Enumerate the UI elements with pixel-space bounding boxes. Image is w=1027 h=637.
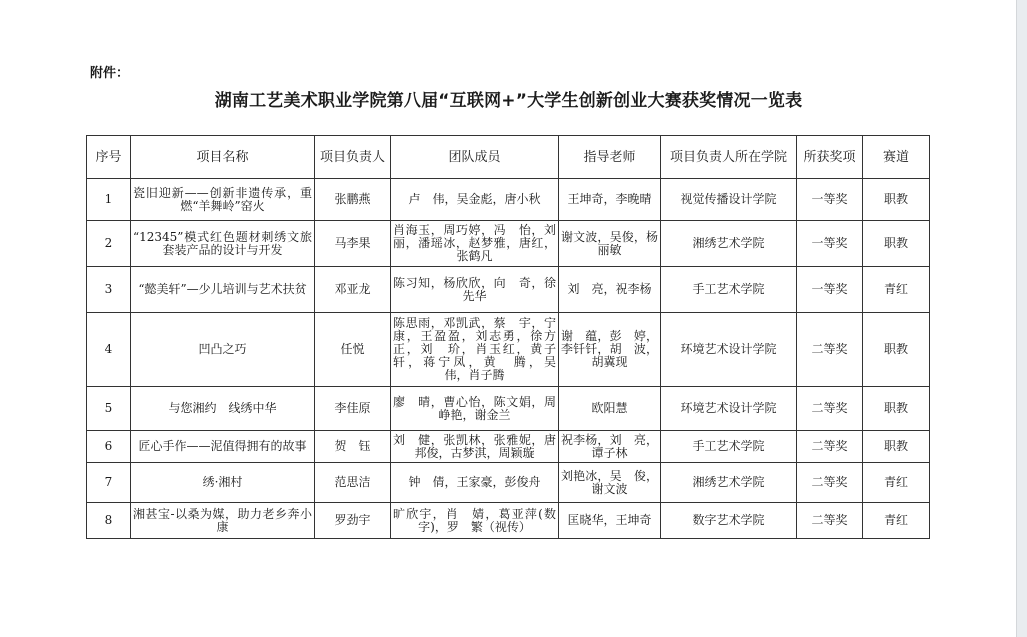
cell-award: 二等奖 bbox=[797, 463, 863, 503]
cell-award: 一等奖 bbox=[797, 221, 863, 267]
cell-award: 一等奖 bbox=[797, 179, 863, 221]
cell-award: 二等奖 bbox=[797, 503, 863, 539]
cell-leader: 贺 钰 bbox=[315, 431, 391, 463]
cell-track: 青红 bbox=[863, 267, 930, 313]
cell-leader: 张鹏燕 bbox=[315, 179, 391, 221]
cell-advisor: 王坤奇，李晚晴 bbox=[559, 179, 661, 221]
cell-leader: 罗劲宇 bbox=[315, 503, 391, 539]
header-award: 所获奖项 bbox=[797, 136, 863, 179]
cell-track: 职教 bbox=[863, 179, 930, 221]
cell-college: 手工艺术学院 bbox=[661, 267, 797, 313]
table-row bbox=[87, 221, 930, 267]
cell-award: 二等奖 bbox=[797, 431, 863, 463]
cell-college: 手工艺术学院 bbox=[661, 431, 797, 463]
table-row bbox=[87, 503, 930, 539]
cell-no: 7 bbox=[87, 463, 131, 503]
header-members: 团队成员 bbox=[391, 136, 559, 179]
cell-leader: 李佳原 bbox=[315, 387, 391, 431]
cell-award: 二等奖 bbox=[797, 387, 863, 431]
cell-project: 瓷旧迎新——创新非遗传承，重燃“羊舞岭”窑火 bbox=[131, 179, 315, 221]
cell-members: 陈习知，杨欣欣，向 奇，徐先华 bbox=[391, 267, 559, 313]
cell-track: 青红 bbox=[863, 463, 930, 503]
window-edge bbox=[1016, 0, 1027, 637]
cell-advisor: 祝李杨，刘 亮，谭子林 bbox=[559, 431, 661, 463]
cell-leader: 马李果 bbox=[315, 221, 391, 267]
cell-college: 视觉传播设计学院 bbox=[661, 179, 797, 221]
cell-advisor: 谢文波，吴俊，杨丽敏 bbox=[559, 221, 661, 267]
table-row bbox=[87, 179, 930, 221]
header-college: 项目负责人所在学院 bbox=[661, 136, 797, 179]
cell-project: 湘甚宝-以桑为媒，助力老乡奔小康 bbox=[131, 503, 315, 539]
table-row bbox=[87, 313, 930, 387]
cell-project: “懿美轩”—少儿培训与艺术扶贫 bbox=[131, 267, 315, 313]
cell-advisor: 刘艳冰，吴 俊，谢文波 bbox=[559, 463, 661, 503]
cell-award: 二等奖 bbox=[797, 313, 863, 387]
annex-label: 附件： bbox=[90, 66, 130, 81]
header-project: 项目名称 bbox=[131, 136, 315, 179]
cell-college: 湘绣艺术学院 bbox=[661, 463, 797, 503]
cell-leader: 邓亚龙 bbox=[315, 267, 391, 313]
cell-members: 卢 伟，吴金彪，唐小秋 bbox=[391, 179, 559, 221]
cell-college: 环境艺术设计学院 bbox=[661, 313, 797, 387]
cell-no: 5 bbox=[87, 387, 131, 431]
cell-no: 6 bbox=[87, 431, 131, 463]
table-row bbox=[87, 463, 930, 503]
header-no: 序号 bbox=[87, 136, 131, 179]
cell-members: 刘 健，张凯林，张雅妮，唐邦俊，古梦淇，周颖璇 bbox=[391, 431, 559, 463]
cell-leader: 范思洁 bbox=[315, 463, 391, 503]
cell-project: 凹凸之巧 bbox=[131, 313, 315, 387]
cell-members: 旷欣宇，肖 婧，葛亚萍(数字)，罗 繁（视传） bbox=[391, 503, 559, 539]
cell-members: 钟 倩，王家豪，彭俊舟 bbox=[391, 463, 559, 503]
cell-no: 1 bbox=[87, 179, 131, 221]
cell-college: 湘绣艺术学院 bbox=[661, 221, 797, 267]
cell-track: 职教 bbox=[863, 313, 930, 387]
cell-track: 青红 bbox=[863, 503, 930, 539]
cell-no: 8 bbox=[87, 503, 131, 539]
award-table bbox=[86, 135, 930, 539]
table-row bbox=[87, 267, 930, 313]
header-track: 赛道 bbox=[863, 136, 930, 179]
cell-leader: 任悦 bbox=[315, 313, 391, 387]
table-row bbox=[87, 387, 930, 431]
table-row bbox=[87, 431, 930, 463]
cell-project: 绣·湘村 bbox=[131, 463, 315, 503]
cell-members: 廖 晴，曹心怡，陈文娟，周峥艳，谢金兰 bbox=[391, 387, 559, 431]
cell-members: 肖海玉，周巧婷，冯 怡，刘丽，潘瑶冰，赵梦雅，唐红，张鹤凡 bbox=[391, 221, 559, 267]
cell-project: “12345”模式红色题材刺绣文旅套装产品的设计与开发 bbox=[131, 221, 315, 267]
cell-college: 数字艺术学院 bbox=[661, 503, 797, 539]
cell-advisor: 刘 亮，祝李杨 bbox=[559, 267, 661, 313]
cell-no: 3 bbox=[87, 267, 131, 313]
cell-track: 职教 bbox=[863, 387, 930, 431]
cell-project: 匠心手作——泥值得拥有的故事 bbox=[131, 431, 315, 463]
cell-track: 职教 bbox=[863, 431, 930, 463]
page-title: 湖南工艺美术职业学院第八届“互联网+”大学生创新创业大赛获奖情况一览表 bbox=[214, 91, 803, 111]
cell-advisor: 谢 蕴，彭 婷，李钎钎，胡 波，胡冀现 bbox=[559, 313, 661, 387]
cell-no: 2 bbox=[87, 221, 131, 267]
cell-track: 职教 bbox=[863, 221, 930, 267]
table-header-row bbox=[87, 136, 930, 179]
header-advisor: 指导老师 bbox=[559, 136, 661, 179]
cell-project: 与您湘约 线绣中华 bbox=[131, 387, 315, 431]
cell-award: 一等奖 bbox=[797, 267, 863, 313]
header-leader: 项目负责人 bbox=[315, 136, 391, 179]
cell-college: 环境艺术设计学院 bbox=[661, 387, 797, 431]
cell-advisor: 欧阳慧 bbox=[559, 387, 661, 431]
cell-members: 陈思雨，邓凯武，蔡 宇，宁 康，王盈盈，刘志勇，徐方正，刘 玠，肖玉红，黄子轩，蒋宁凤，黄 腾，吴 伟，肖子腾 bbox=[391, 313, 559, 387]
cell-no: 4 bbox=[87, 313, 131, 387]
cell-advisor: 匡晓华，王坤奇 bbox=[559, 503, 661, 539]
